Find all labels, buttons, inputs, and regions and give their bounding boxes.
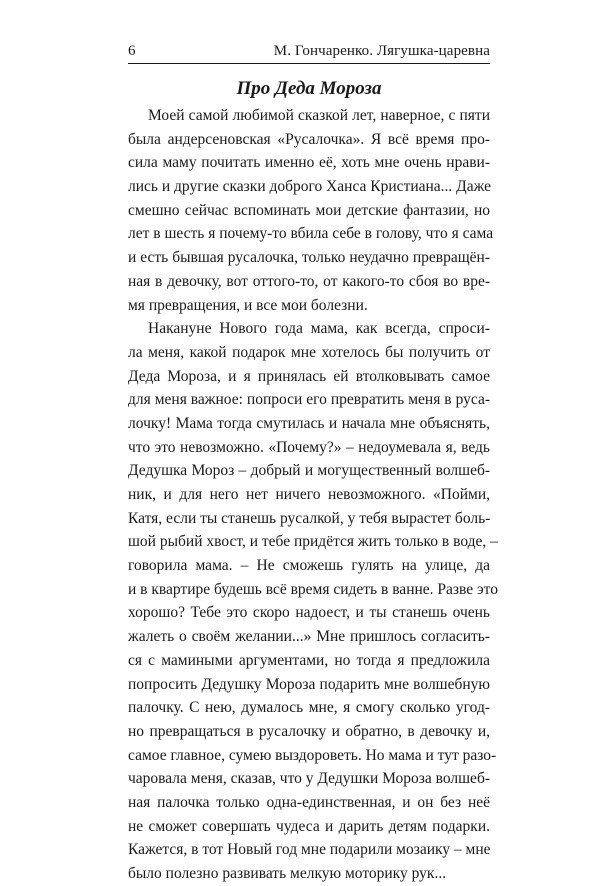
header-divider	[128, 63, 490, 64]
text-line: Деда Мороза, и я принялась ей втолковывать самое	[128, 367, 490, 385]
text-line: хорошо? Тебе это скоро надоест, и ты станешь очень	[128, 604, 490, 622]
text-line: палочку. С нею, думалось мне, я смогу сколько угод-	[128, 699, 490, 717]
text-line: говорила мама. – Не сможешь гулять на улице, да	[128, 557, 490, 575]
text-line: что это невозможно. «Почему?» – недоумевала я, ведь	[128, 438, 490, 456]
text-line: и в квартире будешь всё время сидеть в ванне. Разве это	[128, 580, 498, 598]
text-line: Дедушка Мороз – добрый и могущественный волшеб-	[128, 462, 490, 480]
text-line: для меня важное: попроси его превратить меня в руса-	[128, 391, 490, 409]
text-line: ся с мамиными аргументами, но тогда я предложила	[128, 651, 490, 669]
page-number: 6	[128, 43, 136, 59]
text-line: ла меня, какой подарок мне хотелось бы получить от	[128, 343, 490, 361]
text-line: Кажется, в тот Новый год мне подарили мозаику – мне	[128, 841, 491, 859]
text-line: шой рыбий хвост, и тебе придётся жить только в воде, –	[128, 533, 498, 551]
text-line: сила маму почитать именно её, хоть мне очень нрави-	[128, 154, 490, 172]
text-line: чаровала меня, сказав, что у Дедушки Мороза волшеб-	[128, 770, 490, 788]
text-line: ная в девочку, вот оттого-то, от какого-то сбоя во вре-	[128, 272, 490, 290]
text-line: жалеть о своём желании...» Мне пришлось согласить-	[128, 628, 490, 646]
running-title: М. Гончаренко. Лягушка-царевна	[273, 43, 490, 59]
paragraph	[128, 317, 498, 886]
text-line: лись и другие сказки доброго Ханса Кристиана... Даже	[128, 178, 492, 196]
text-line: было полезно развивать мелкую моторику рук...	[128, 865, 447, 882]
text-line: Катя, если ты станешь русалкой, у тебя вырастет боль-	[128, 509, 491, 527]
text-line: лет в шесть я почему-то вбила себе в голову, что я сама	[128, 225, 494, 243]
text-line: самое главное, сумею выздороветь. Но мама и тут разо-	[128, 746, 497, 764]
text-line: ная палочка только одна-единственная, и он без неё	[128, 793, 490, 811]
paragraph	[128, 104, 494, 317]
text-line: и есть бывшая русалочка, только неудачно превращён-	[128, 249, 490, 267]
body-text	[128, 104, 498, 886]
text-line: не сможет совершать чудеса и дарить детям подарки.	[128, 817, 490, 835]
text-line: лочку! Мама тогда смутилась и начала мне объяснять,	[128, 414, 490, 432]
text-line: попросить Дедушку Мороза подарить мне волшебную	[128, 675, 490, 693]
text-line: смешно сейчас вспоминать мои детские фантазии, но	[128, 201, 490, 219]
text-line: была андерсеновская «Русалочка». Я всё время про-	[128, 130, 490, 148]
text-line: но превращаться в русалочку и обратно, в девочку и,	[128, 722, 490, 740]
text-line: Накануне Нового года мама, как всегда, спроси-	[148, 320, 490, 338]
text-line: Моей самой любимой сказкой лет, наверное, с пяти	[148, 107, 490, 124]
text-line: мя превращения, и все мои болезни.	[128, 296, 368, 314]
running-header	[128, 40, 490, 62]
chapter-title: Про Деда Мороза	[236, 78, 382, 99]
text-line: ник, и для него нет ничего невозможного. «Пойми,	[128, 486, 490, 503]
